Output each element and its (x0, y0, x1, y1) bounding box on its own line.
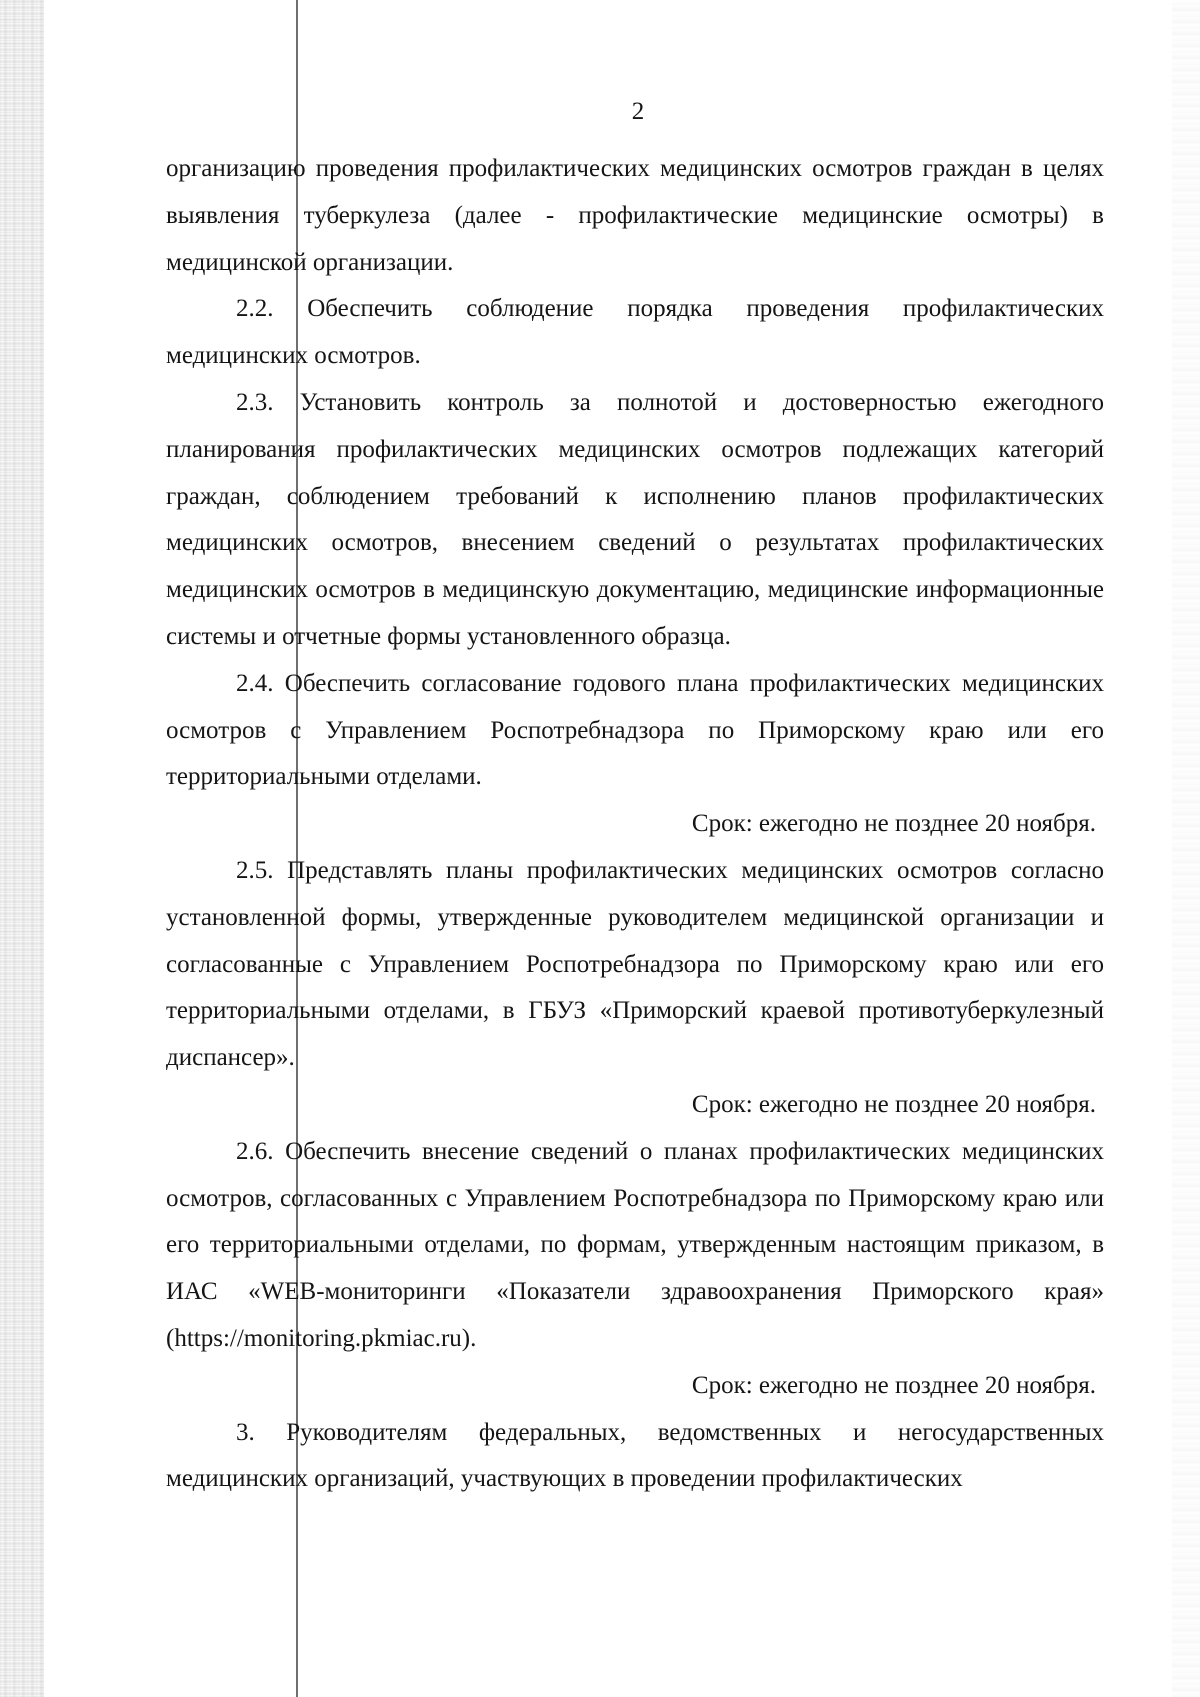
paragraph-continuation: организацию проведения профилактических медицинских осмотров граждан в целях выявления туберкулеза (далее - профилактические медицинские осмотры) в медицинской организации. (166, 155, 1104, 276)
document-body (166, 146, 1104, 1503)
paragraph-3: 3. Руководителям федеральных, ведомственных и негосударственных медицинских организаций, участвующих в проведении профилактических (166, 1418, 1104, 1493)
scan-edge-noise-right (1172, 0, 1200, 1697)
paragraph-2-2: 2.2. Обеспечить соблюдение порядка проведения профилактических медицинских осмотров. (166, 295, 1104, 370)
paragraph-2-4: 2.4. Обеспечить согласование годового плана профилактических медицинских осмотров с Управлением Роспотребнадзора по Приморскому краю или его территориальными отделами. (166, 669, 1104, 791)
paragraph-2-3: 2.3. Установить контроль за полнотой и достоверностью ежегодного планирования профилактических медицинских осмотров подлежащих категорий граждан, соблюдением требований к исполнению планов профилактических медицинских осмотров, внесением сведений о результатах профилактических медицинских осмотров в медицинскую документацию, медицинские информационные системы и отчетные формы установленного образца. (166, 388, 1104, 650)
deadline-2-5: Срок: ежегодно не позднее 20 ноября. (691, 1090, 1096, 1118)
paragraph-2-5: 2.5. Представлять планы профилактических медицинских осмотров согласно установленной формы, утвержденные руководителем медицинской организации и согласованные с Управлением Роспотребнадзора по Приморскому краю или его территориальными отделами, в ГБУЗ «Приморский краевой противотуберкулезный диспансер». (166, 856, 1104, 1072)
deadline-2-6: Срок: ежегодно не позднее 20 ноября. (691, 1371, 1096, 1399)
scan-edge-noise (0, 0, 44, 1697)
deadline-2-4: Срок: ежегодно не позднее 20 ноября. (691, 810, 1096, 838)
page-number: 2 (631, 98, 645, 125)
paragraph-2-6: 2.6. Обеспечить внесение сведений о планах профилактических медицинских осмотров, согласованных с Управлением Роспотребнадзора по Приморскому краю или его территориальными отделами, по формам, утвержденным настоящим приказом, в ИАС «WEB-мониторинги «Показатели здравоохранения Приморского края» (https://monitoring.pkmiac.ru). (166, 1137, 1104, 1352)
